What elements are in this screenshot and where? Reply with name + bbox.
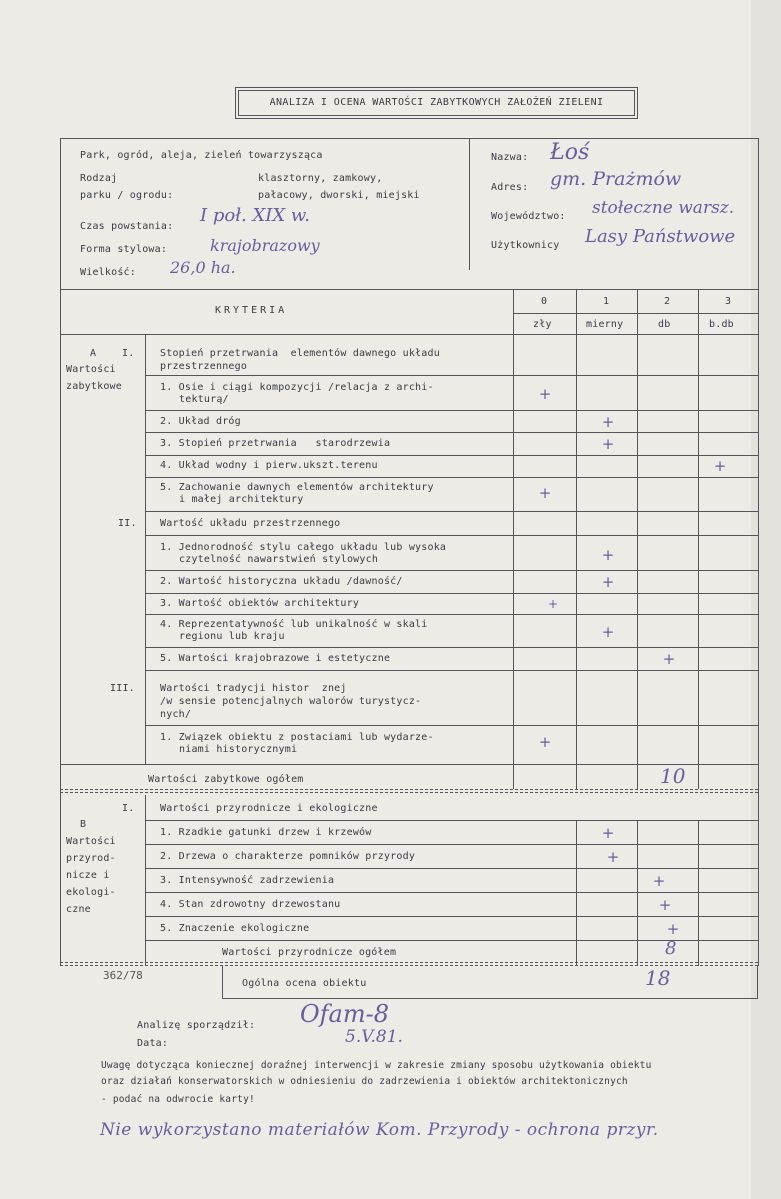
a1-item-5-l1: 5. Zachowanie dawnych elementów architektury (160, 482, 434, 493)
uzyt-value: Lasy Państwowe (585, 226, 736, 247)
type-line: Park, ogród, aleja, zieleń towarzysząca (80, 150, 323, 161)
section-a-total-value: 10 (660, 764, 686, 788)
archive-number: 362/78 (103, 969, 143, 982)
adres-label: Adres: (491, 182, 529, 193)
section-b-name-2: przyrod- (66, 853, 116, 864)
a2-item-1-l1: 1. Jednorodność stylu całego układu lub wysoka (160, 542, 447, 553)
double-rule-a (60, 789, 758, 793)
a2-item-3: 3. Wartość obiektów architektury (160, 598, 360, 609)
score-label-3: b.db (709, 319, 734, 330)
scan-edge (751, 0, 781, 1199)
a1-item-5-mark: + (538, 484, 552, 502)
section-a-letter: A (90, 348, 97, 359)
b-item-2: 2. Drzewa o charakterze pomników przyrody (160, 851, 416, 862)
a2-item-1-mark: + (601, 546, 615, 564)
b-item-4: 4. Stan zdrowotny drzewostanu (160, 899, 341, 910)
a1-item-3: 3. Stopień przetrwania starodrzewia (160, 438, 391, 449)
section-a-g3-title-3: nych/ (160, 709, 192, 720)
form-title: ANALIZA I OCENA WARTOŚCI ZABYTKOWYCH ZAŁOŻEŃ ZIELENI (238, 90, 635, 116)
section-a-g3-title-2: /w sensie potencjalnych walorów turystycz- (160, 696, 422, 707)
data-value: 5.V.81. (345, 1027, 403, 1047)
score-label-1: mierny (586, 319, 624, 330)
nazwa-value: Łoś (550, 140, 590, 165)
forma-value: krajobrazowy (210, 236, 320, 255)
section-a-g2-num: II. (118, 518, 137, 529)
section-a-g1-title-1: Stopień przetrwania elementów dawnego układu (160, 348, 440, 359)
nazwa-label: Nazwa: (491, 152, 529, 163)
b-item-2-mark: + (606, 848, 620, 866)
b-item-1-mark: + (601, 824, 615, 842)
analiza-label: Analizę sporządził: (137, 1020, 256, 1031)
czas-value: I poł. XIX w. (200, 205, 310, 226)
a1-item-3-mark: + (601, 435, 615, 453)
a1-item-5-l2: i małej architektury (179, 494, 304, 505)
wielkosc-label: Wielkość: (80, 267, 136, 278)
section-a-g3-title-1: Wartości tradycji histor znej (160, 683, 347, 694)
uwaga-line-1: Uwagę dotycząca koniecznej doraźnej interwencji w zakresie zmiany sposobu użytkowania obiektu (101, 1060, 652, 1071)
section-a-name-1: Wartości (66, 364, 116, 375)
a3-item-1-l2: niami historycznymi (179, 744, 298, 755)
a1-item-1-mark: + (538, 385, 552, 403)
section-a-g1-title-2: przestrzennego (160, 361, 248, 372)
section-a-g1-num: I. (122, 348, 135, 359)
b-item-3-mark: + (652, 872, 666, 890)
type-label-2: parku / ogrodu: (80, 190, 174, 201)
section-b-letter: B (80, 819, 87, 830)
section-b-name-1: Wartości (66, 836, 116, 847)
section-b-g1-title: Wartości przyrodnicze i ekologiczne (160, 803, 378, 814)
wielkosc-value: 26,0 ha. (170, 258, 236, 277)
type-label-1: Rodzaj (80, 173, 118, 184)
b-item-3: 3. Intensywność zadrzewienia (160, 875, 335, 886)
a3-item-1-l1: 1. Związek obiektu z postaciami lub wydarze- (160, 732, 434, 743)
overall-value: 18 (645, 966, 671, 990)
a1-item-1-l2: tekturą/ (179, 394, 229, 405)
score-1: 1 (603, 296, 610, 307)
b-item-1: 1. Rzadkie gatunki drzew i krzewów (160, 827, 372, 838)
a2-item-4-l2: regionu lub kraju (179, 631, 285, 642)
section-a-name-2: zabytkowe (66, 381, 122, 392)
score-label-2: db (658, 319, 671, 330)
b-item-5: 5. Znaczenie ekologiczne (160, 923, 310, 934)
handwritten-note: Nie wykorzystano materiałów Kom. Przyrody - ochrona przyr. (100, 1120, 659, 1140)
a2-item-1-l2: czytelność nawarstwień stylowych (179, 554, 379, 565)
adres-value: gm. Prażmów (550, 168, 682, 190)
a2-item-2: 2. Wartość historyczna układu /dawność/ (160, 576, 403, 587)
type-values-2: pałacowy, dworski, miejski (258, 190, 420, 201)
section-a-g3-num: III. (110, 683, 135, 694)
uwaga-line-2: oraz działań konserwatorskich w odniesieniu do zadrzewienia i obiektów architektonicznych (101, 1076, 628, 1087)
a1-item-1-l1: 1. Osie i ciągi kompozycji /relacja z archi- (160, 382, 434, 393)
type-values-1: klasztorny, zamkowy, (258, 173, 383, 184)
woj-label: Województwo: (491, 211, 566, 222)
score-3: 3 (725, 296, 732, 307)
section-b-name-4: ekologi- (66, 887, 116, 898)
criteria-label: KRYTERIA (215, 305, 288, 316)
a1-item-4: 4. Układ wodny i pierw.ukszt.terenu (160, 460, 378, 471)
section-a-total-label: Wartości zabytkowe ogółem (148, 774, 304, 785)
forma-label: Forma stylowa: (80, 244, 168, 255)
uzyt-label: Użytkownicy (491, 240, 560, 251)
b-item-4-mark: + (658, 896, 672, 914)
uwaga-line-3: - podać na odwrocie karty! (101, 1094, 255, 1105)
section-b-name-3: nicze i (66, 870, 110, 881)
a2-item-2-mark: + (601, 573, 615, 591)
czas-label: Czas powstania: (80, 221, 174, 232)
a1-item-4-mark: + (713, 457, 727, 475)
overall-label: Ogólna ocena obiektu (242, 978, 367, 989)
score-0: 0 (541, 296, 548, 307)
a2-item-5: 5. Wartości krajobrazowe i estetyczne (160, 653, 391, 664)
analiza-signature: Ofam-8 (300, 1000, 390, 1028)
b-item-5-mark: + (666, 920, 680, 938)
a1-item-2: 2. Układ dróg (160, 416, 241, 427)
a2-item-5-mark: + (662, 650, 676, 668)
a1-item-2-mark: + (601, 413, 615, 431)
section-a-g2-title: Wartość układu przestrzennego (160, 518, 341, 529)
woj-value: stołeczne warsz. (592, 198, 735, 218)
score-2: 2 (664, 296, 671, 307)
section-b-total-value: 8 (665, 938, 677, 959)
data-label: Data: (137, 1038, 169, 1049)
a2-item-4-mark: + (601, 623, 615, 641)
score-label-0: zły (533, 319, 552, 330)
a3-item-1-mark: + (538, 733, 552, 751)
a2-item-4-l1: 4. Reprezentatywność lub unikalność w skali (160, 619, 428, 630)
section-b-total-label: Wartości przyrodnicze ogółem (222, 947, 397, 958)
section-b-g1-num: I. (122, 803, 135, 814)
a2-item-3-mark: + (547, 597, 559, 611)
section-b-name-5: czne (66, 904, 91, 915)
